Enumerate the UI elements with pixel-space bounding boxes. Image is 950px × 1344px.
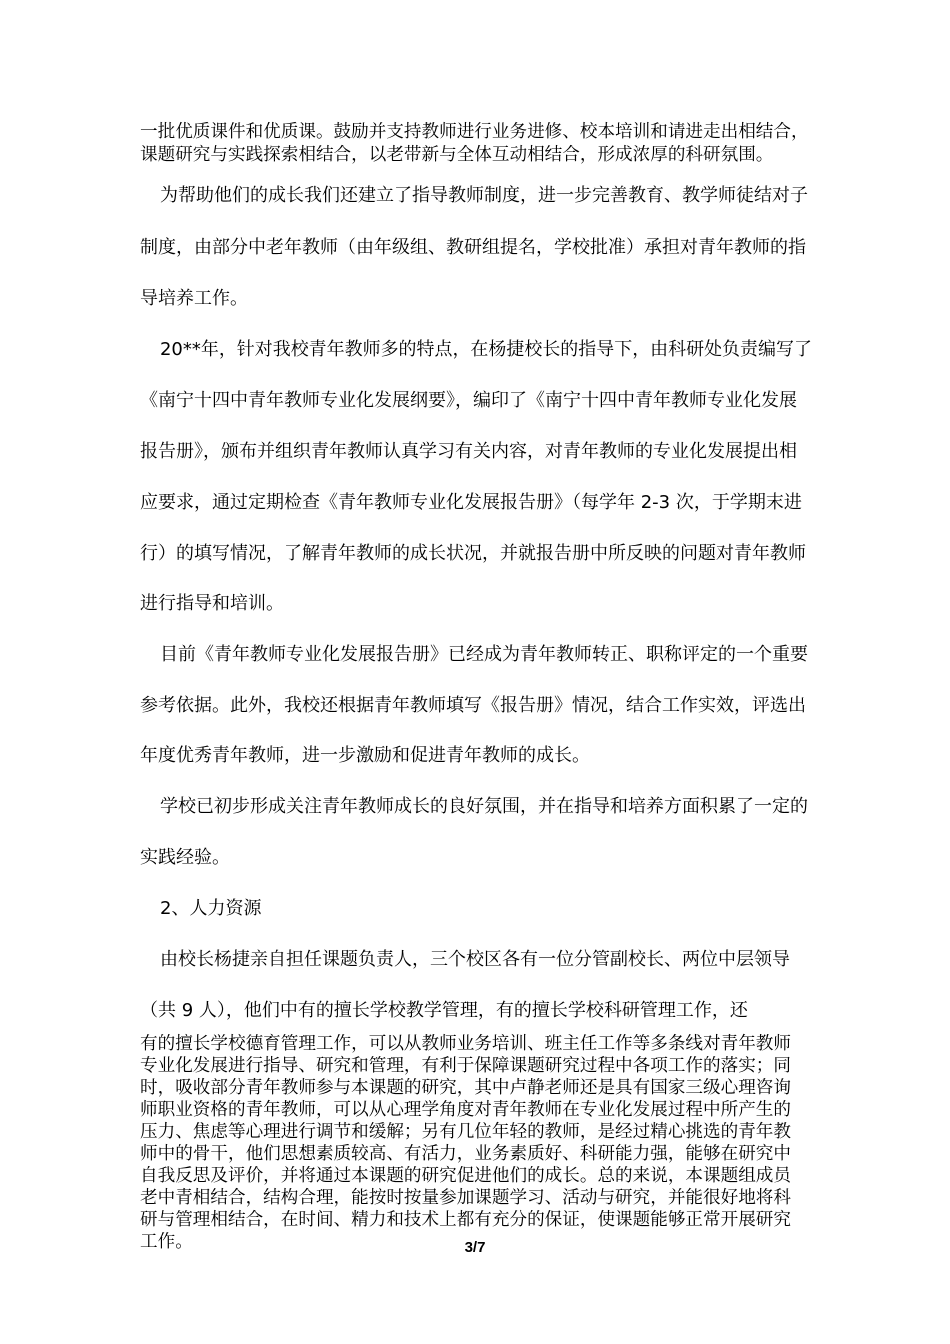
paragraph-line: 进行指导和培训。 — [140, 593, 284, 614]
paragraph-line: 工作。 — [140, 1232, 193, 1252]
paragraph-line: 一批优质课件和优质课。鼓励并支持教师进行业务进修、校本培训和请进走出相结合， — [140, 122, 809, 142]
paragraph-line: 报告册》，颁布并组织青年教师认真学习有关内容，对青年教师的专业化发展提出相 — [140, 441, 797, 462]
paragraph-line: 由校长杨捷亲自担任课题负责人，三个校区各有一位分管副校长、两位中层领导 — [160, 949, 790, 970]
paragraph-line: 实践经验。 — [140, 847, 230, 868]
paragraph-line: 有的擅长学校德育管理工作，可以从教师业务培训、班主任工作等多条线对青年教师 — [140, 1034, 791, 1054]
paragraph-line: 自我反思及评价，并将通过本课题的研究促进他们的成长。总的来说，本课题组成员 — [140, 1166, 791, 1186]
paragraph-line: 应要求，通过定期检查《青年教师专业化发展报告册》（每学年 2-3 次，于学期末进 — [140, 492, 802, 513]
paragraph-line: 师中的骨干，他们思想素质较高、有活力，业务素质好、科研能力强，能够在研究中 — [140, 1144, 791, 1164]
paragraph-line: 年度优秀青年教师，进一步激励和促进青年教师的成长。 — [140, 745, 590, 766]
paragraph-line: 压力、焦虑等心理进行调节和缓解；另有几位年轻的教师，是经过精心挑选的青年教 — [140, 1122, 791, 1142]
paragraph-line: 学校已初步形成关注青年教师成长的良好氛围，并在指导和培养方面积累了一定的 — [160, 796, 808, 817]
paragraph-line: 时，吸收部分青年教师参与本课题的研究，其中卢静老师还是具有国家三级心理咨询 — [140, 1078, 791, 1098]
paragraph-line: 《南宁十四中青年教师专业化发展纲要》，编印了《南宁十四中青年教师专业化发展 — [140, 390, 797, 411]
paragraph-line: 行）的填写情况，了解青年教师的成长状况，并就报告册中所反映的问题对青年教师 — [140, 543, 806, 564]
paragraph-line: 为帮助他们的成长我们还建立了指导教师制度，进一步完善教育、教学师徒结对子 — [160, 185, 808, 206]
page-number: 3/7 — [464, 1239, 486, 1256]
paragraph-line: 参考依据。此外，我校还根据青年教师填写《报告册》情况，结合工作实效，评选出 — [140, 695, 806, 716]
paragraph-line: 课题研究与实践探索相结合，以老带新与全体互动相结合，形成浓厚的科研氛围。 — [140, 145, 774, 165]
paragraph-line: 制度，由部分中老年教师（由年级组、教研组提名，学校批准）承担对青年教师的指 — [140, 237, 806, 258]
paragraph-line: 20**年，针对我校青年教师多的特点，在杨捷校长的指导下，由科研处负责编写了 — [160, 339, 812, 360]
paragraph-line: 老中青相结合，结构合理，能按时按量参加课题学习、活动与研究，并能很好地将科 — [140, 1188, 791, 1208]
paragraph-line: 目前《青年教师专业化发展报告册》已经成为青年教师转正、职称评定的一个重要 — [160, 644, 808, 665]
paragraph-line: 专业化发展进行指导、研究和管理，有利于保障课题研究过程中各项工作的落实；同 — [140, 1056, 791, 1076]
section-heading: 2、人力资源 — [160, 898, 262, 919]
paragraph-line: 研与管理相结合，在时间、精力和技术上都有充分的保证，使课题能够正常开展研究 — [140, 1210, 791, 1230]
paragraph-line: 导培养工作。 — [140, 288, 248, 309]
paragraph-line: 师职业资格的青年教师，可以从心理学角度对青年教师在专业化发展过程中所产生的 — [140, 1100, 791, 1120]
paragraph-line: （共 9 人），他们中有的擅长学校教学管理，有的擅长学校科研管理工作，还 — [140, 1000, 748, 1021]
